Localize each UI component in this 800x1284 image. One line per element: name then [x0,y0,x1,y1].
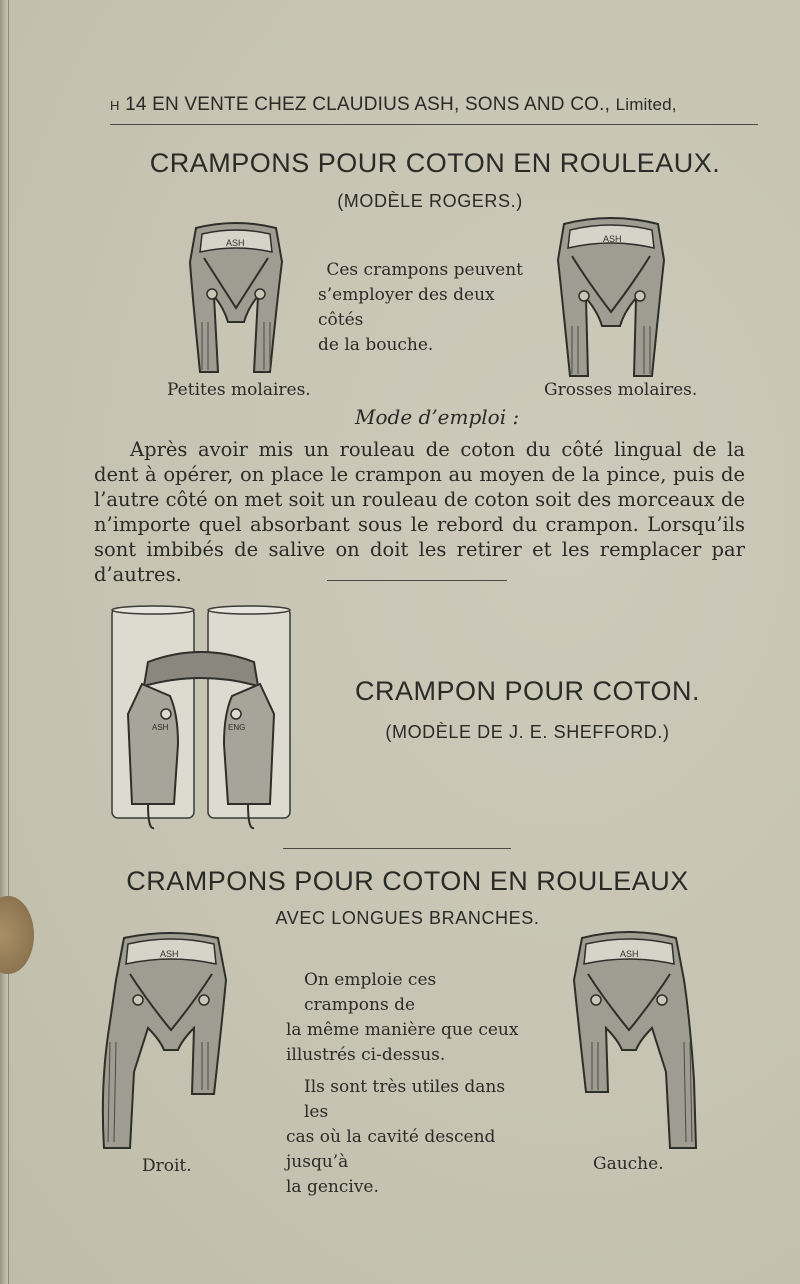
section3-subtitle: AVEC LONGUES BRANCHES. [275,908,540,928]
clamp-gauche-label: ASH [620,949,639,959]
clamp-small-molar-engraving [178,222,293,382]
caption-gauche: Gauche. [593,1154,664,1174]
page-letter: H [110,98,120,113]
section1-subtitle: (MODÈLE ROGERS.) [337,191,523,211]
section3-text [286,968,521,1200]
text-p1-line-1: On emploie ces crampons de [304,970,437,1015]
running-header [110,94,760,116]
header-text: EN VENTE CHEZ CLAUDIUS ASH, SONS AND CO., [152,94,611,115]
header-limited: Limited, [615,95,677,114]
section1-title: CRAMPONS POUR COTON EN ROULEAUX. [149,148,721,178]
divider-2 [283,848,511,849]
side-text-line-1: Ces crampons peuvent [326,260,523,280]
clamp-long-right-engraving [98,932,244,1154]
caption-droit: Droit. [142,1156,192,1176]
shefford-label-left: ASH [152,723,169,732]
shefford-label-right: ENG [228,723,246,732]
caption-grosses-molaires: Grosses molaires. [544,380,698,400]
text-p1-line-2: la même manière que ceux [286,1020,519,1040]
binder-ring-hole [0,896,34,974]
side-text-line-3: de la bouche. [318,335,434,355]
section3-title: CRAMPONS POUR COTON EN ROULEAUX [126,866,689,896]
text-p2-line-1: Ils sont très utiles dans les [304,1077,506,1122]
divider-1 [327,580,507,581]
clamp-large-molar-engraving [548,216,674,382]
clamp-small-label: ASH [226,238,245,248]
page-edge-line [8,0,9,1284]
page-edge [0,0,8,1284]
caption-petites-molaires: Petites molaires. [167,380,311,400]
clamp-droit-label: ASH [160,949,179,959]
page-number: 14 [125,94,147,115]
mode-emploi-heading: Mode d’emploi : [355,405,520,429]
mode-emploi-paragraph: Après avoir mis un rouleau de coton du côté lingual de la dent à opérer, on place le crampon au moyen de la pince, puis de l’autre côté on met soit un rouleau de coton soit des morceaux de n’importe quel absorbant sous le rebord du crampon. Lorsqu’ils sont imbibés de salive on doit les retirer et les remplacer par d’autres. [94,438,745,586]
text-p1-line-3: illustrés ci-dessus. [286,1045,446,1065]
section2-subtitle: (MODÈLE DE J. E. SHEFFORD.) [385,722,670,742]
text-p2-line-3: la gencive. [286,1177,379,1197]
section2-title: CRAMPON POUR COTON. [354,676,701,706]
text-p2-line-2: cas où la cavité descend jusqu’à [286,1127,496,1172]
section1-side-text [318,258,523,358]
clamp-long-left-engraving [556,930,702,1154]
shefford-clamp-engraving [108,604,294,832]
clamp-large-label: ASH [603,234,622,244]
side-text-line-2: s’employer des deux côtés [318,285,495,330]
header-rule [110,124,758,125]
